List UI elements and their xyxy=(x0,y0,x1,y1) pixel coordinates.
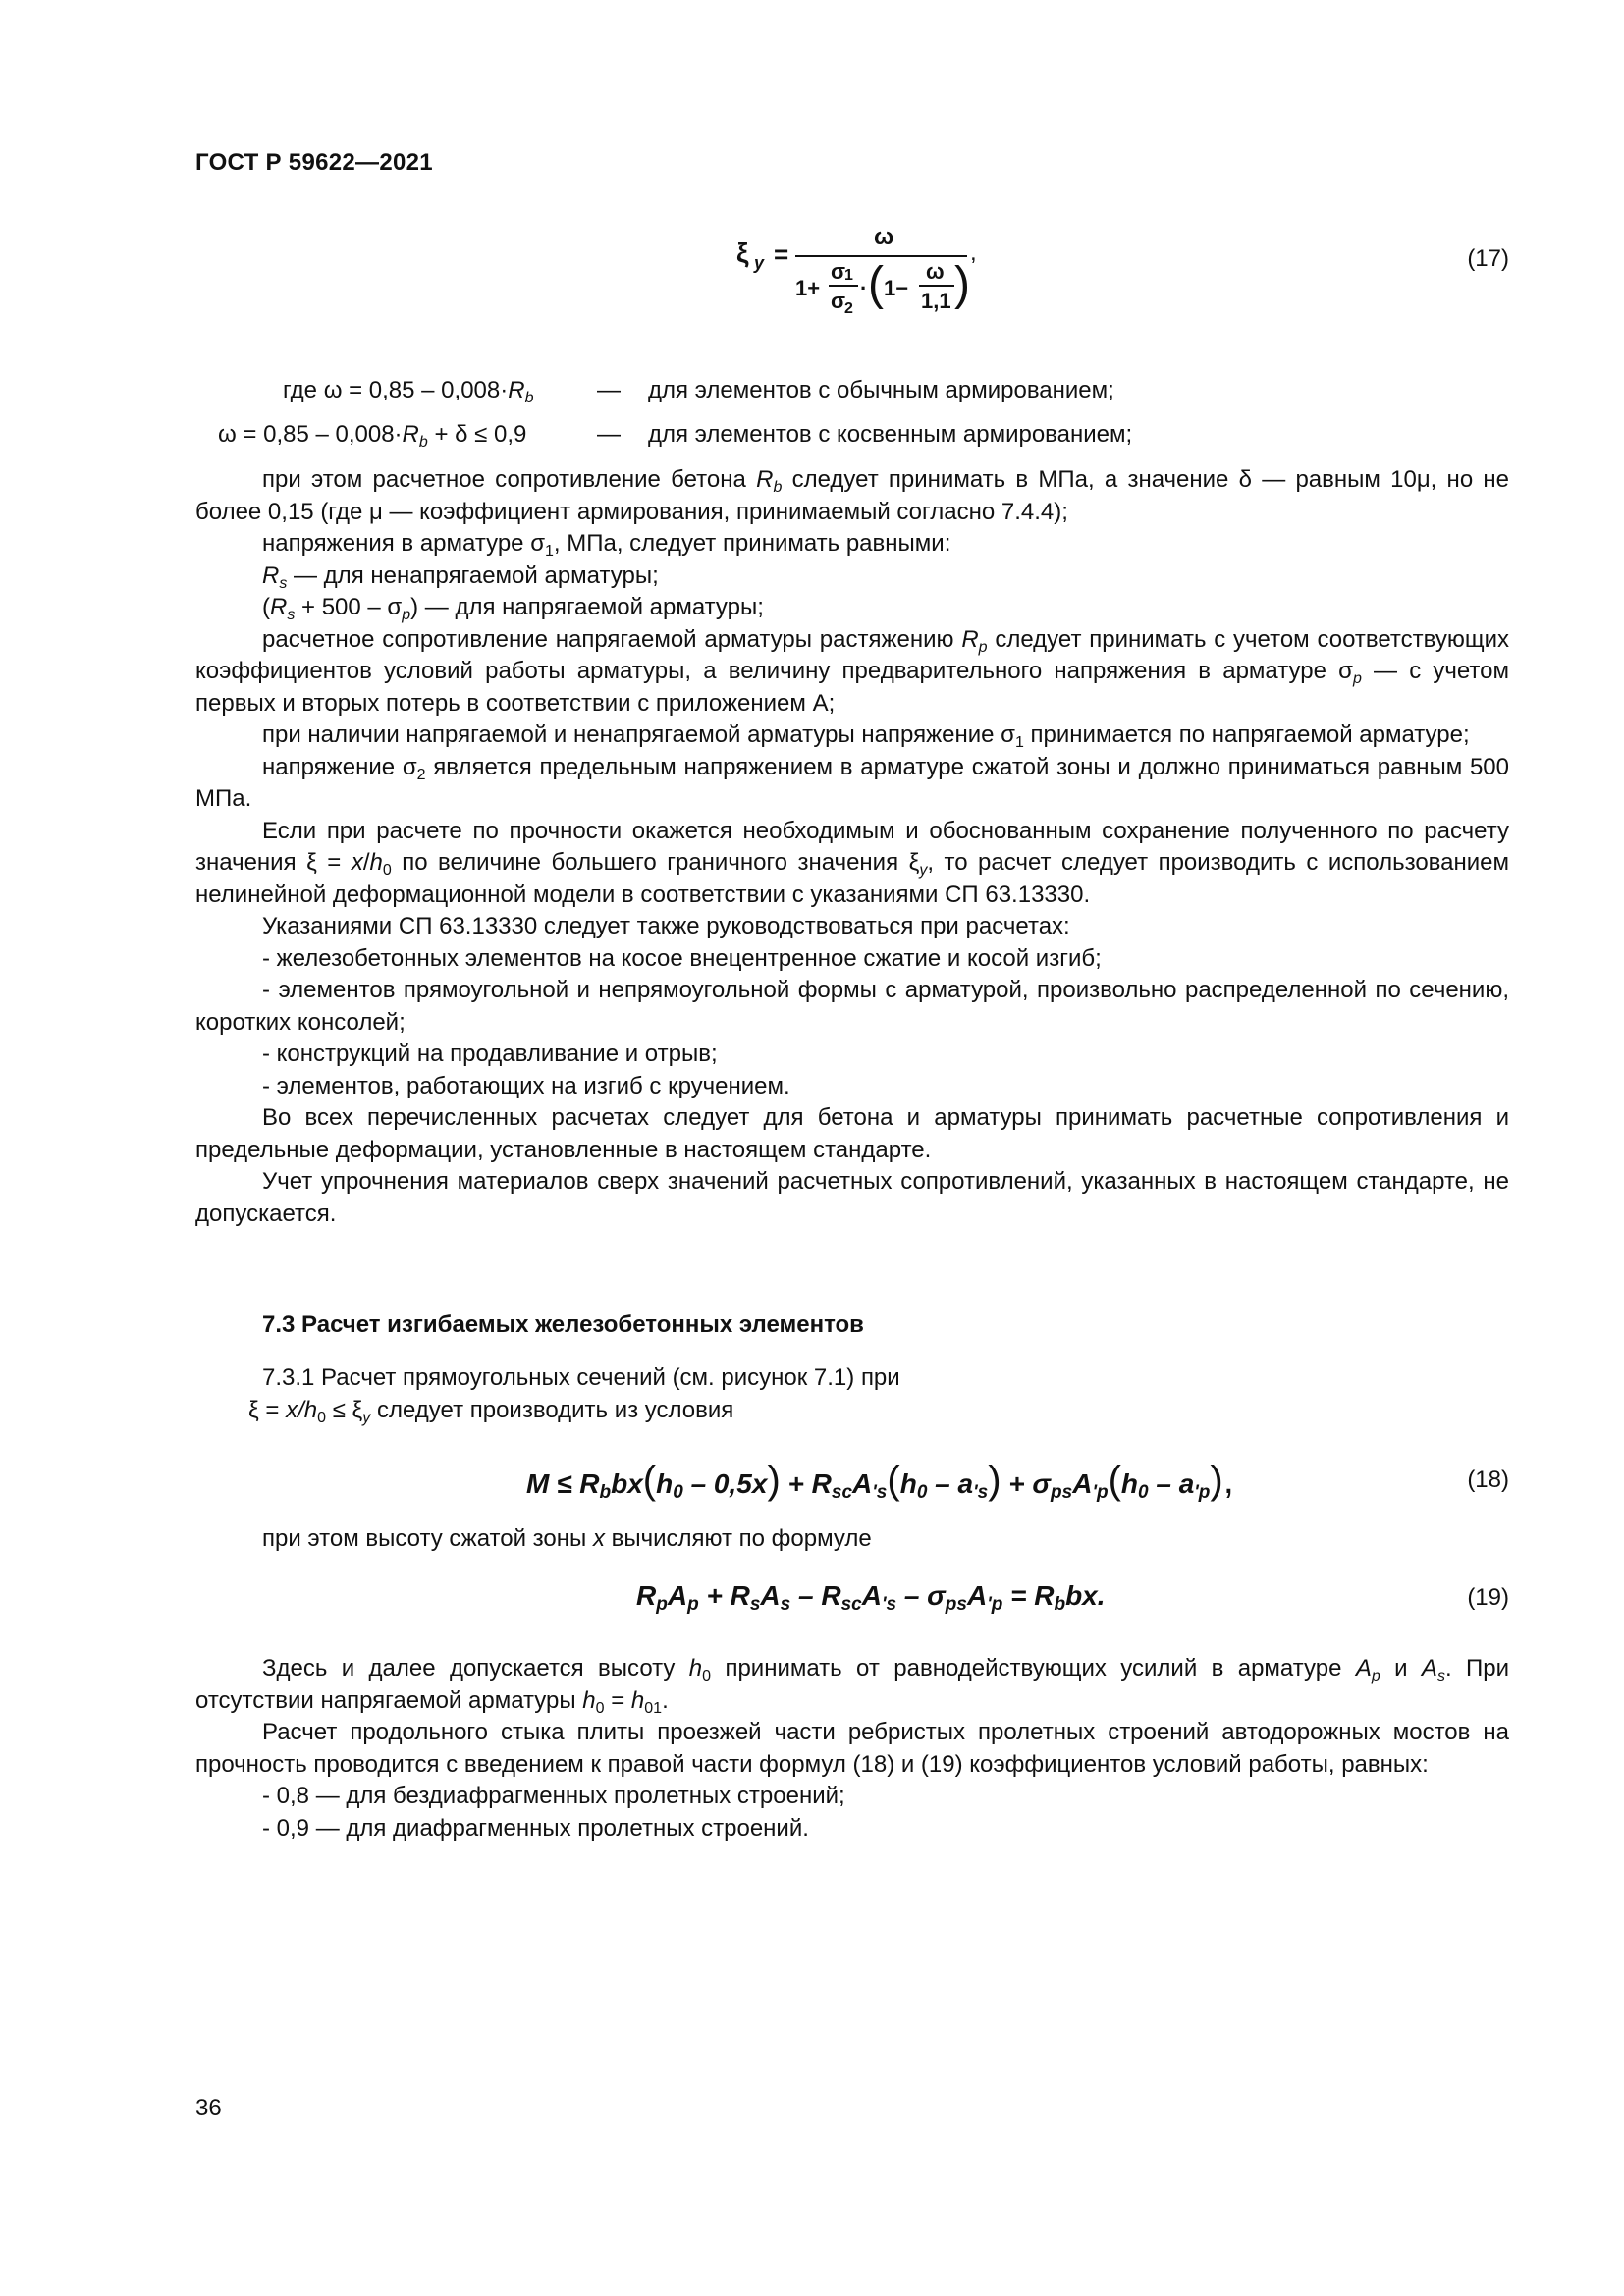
equation-number-19: (19) xyxy=(1467,1584,1509,1611)
equals-sign: = xyxy=(774,240,789,269)
tail-paragraph-4: - 0,9 — для диафрагменных пролетных строений. xyxy=(262,1814,809,1842)
formula-18: $M \le R_bbx(h_0 - 0,5x) + R_{sc}A_{'s}(h_0 - a_{'s}) + \sigma_{ps}A_{'p}(h_0 - a_{'p})$, xyxy=(526,1459,1234,1503)
numerator-omega: ω xyxy=(874,224,894,250)
where-row-2-dash: — xyxy=(597,421,621,448)
xi-subscript: y xyxy=(754,253,765,273)
paragraph-12: - конструкций на продавливание и отрыв; xyxy=(262,1041,718,1067)
where-row-2-text: для элементов с косвенным армированием; xyxy=(648,421,1133,448)
rb-sub-2: b xyxy=(418,434,428,451)
one-minus: 1− xyxy=(884,276,909,300)
inner-fraction-bar xyxy=(829,285,858,287)
paragraph-13: - элементов, работающих на изгиб с кручением. xyxy=(262,1072,790,1099)
paragraph-10: - железобетонных элементов на косое внецентренное сжатие и косой изгиб; xyxy=(262,944,1102,972)
formula-17 xyxy=(736,224,977,332)
sigma-1-sub: 1 xyxy=(844,267,853,284)
section-731-intro xyxy=(195,1362,1509,1426)
body-text xyxy=(195,464,1509,1230)
equation-number-17: (17) xyxy=(1467,245,1509,272)
where-row-2-left: ω = 0,85 – 0,008· xyxy=(218,421,403,448)
paragraph-6: при наличии напрягаемой и ненапрягаемой арматуры напряжение $\sigma_1$ принимается по напрягаемой арматуре; xyxy=(262,721,1470,751)
where-row-1-left: где ω = 0,85 – 0,008· xyxy=(283,377,509,403)
tail-text xyxy=(195,1653,1509,1844)
page-number: 36 xyxy=(195,2095,222,2121)
sigma-1: σ xyxy=(831,259,846,284)
document-header: ГОСТ Р 59622—2021 xyxy=(195,149,433,176)
xi-symbol: ξ xyxy=(736,238,749,268)
rb-symbol-2: R xyxy=(402,421,419,448)
section-title: 7.3 Расчет изгибаемых железобетонных элементов xyxy=(262,1311,864,1338)
denominator-11: 1,1 xyxy=(921,289,951,313)
sigma-2-sub: 2 xyxy=(844,300,853,317)
tail-paragraph-1: Здесь и далее допускается высоту $h_0$ принимать от равнодействующих усилий в арматуре $A_p$ и $A_s$. При отсутствии напрягаемой арматуры $h_0 = h_{01}$. xyxy=(195,1655,1509,1717)
equation-number-18: (18) xyxy=(1467,1467,1509,1493)
formula-19: $R_pA_p + R_sA_s - R_{sc}A_{'s} - \sigma_{ps}A_{'p} = R_bbx$. xyxy=(636,1580,1106,1615)
paragraph-11: - элементов прямоугольной и непрямоугольной формы с арматурой, произвольно распределенной по сечению, коротких консолей; xyxy=(195,977,1509,1036)
rb-symbol: R xyxy=(508,377,525,403)
paragraph-14: Во всех перечисленных расчетах следует для бетона и арматуры принимать расчетные сопротивления и предельные деформации, установленные в настоящем стандарте. xyxy=(195,1104,1509,1163)
inner-fraction-bar-2 xyxy=(919,285,954,287)
paragraph-7: напряжение $\sigma_2$ является предельным напряжением в арматуре сжатой зоны и должно приниматься равным 500 МПа. xyxy=(195,753,1509,812)
paragraph-2: напряжения в арматуре $\sigma_1$, МПа, следует принимать равными: xyxy=(262,530,951,560)
tail-paragraph-3: - 0,8 — для бездиафрагменных пролетных строений; xyxy=(262,1783,845,1809)
paren-close: ) xyxy=(954,258,970,310)
s731-line-2: $\xi = x/h_0 \le \xi_y$ следует производить из условия xyxy=(248,1396,734,1426)
paragraph-5: расчетное сопротивление напрягаемой арматуры растяжению $R_p$ следует принимать с учетом соответствующих коэффициентов условий работы арматуры, а величину предварительного напряжения в арматуре $\sigma_p$ — с учетом первых и вторых потерь в соответствии с приложением А; xyxy=(195,625,1510,717)
where-row-1 xyxy=(283,377,533,404)
where-row-1-dash: — xyxy=(597,377,621,403)
where-row-2 xyxy=(218,421,526,449)
omega-inner: ω xyxy=(926,259,945,284)
where-row-2-tail: + δ ≤ 0,9 xyxy=(427,421,527,448)
where-row-1-text: для элементов с обычным армированием; xyxy=(648,377,1114,403)
mid-text-line: при этом высоту сжатой зоны x вычисляют по формуле xyxy=(262,1525,872,1552)
paragraph-3: $R_s$ — для ненапрягаемой арматуры; xyxy=(262,561,659,592)
paragraph-15: Учет упрочнения материалов сверх значений расчетных сопротивлений, указанных в настоящем стандарте, не допускается. xyxy=(195,1168,1509,1227)
rb-sub: b xyxy=(524,390,534,406)
paragraph-8: Если при расчете по прочности окажется необходимым и обоснованным сохранение полученного по расчету значения $\xi = x/h_0$ по величине большего граничного значения $\xi_y$, то расчет следует производить с использованием нелинейной деформационной модели в соответствии с указаниями СП 63.13330. xyxy=(195,817,1509,908)
s731-line-1: 7.3.1 Расчет прямоугольных сечений (см. рисунок 7.1) при xyxy=(262,1364,900,1391)
paragraph-1: при этом расчетное сопротивление бетона $R_b$ следует принимать в МПа, а значение δ — равным 10μ, но не более 0,15 (где μ — коэффициент армирования, принимаемый согласно 7.4.4); xyxy=(195,466,1509,525)
comma: , xyxy=(970,240,977,266)
sigma-2: σ xyxy=(831,289,846,313)
mid-text xyxy=(195,1523,1509,1556)
dot: · xyxy=(860,276,868,300)
paragraph-4: $(R_s + 500 - \sigma_p)$ — для напрягаемой арматуры; xyxy=(262,594,764,623)
paren-open: ( xyxy=(868,258,884,310)
tail-paragraph-2: Расчет продольного стыка плиты проезжей части ребристых пролетных строений автодорожных мостов на прочность проводится с введением к правой части формул (18) и (19) коэффициентов условий работы, равных: xyxy=(195,1719,1509,1778)
paragraph-9: Указаниями СП 63.13330 следует также руководствоваться при расчетах: xyxy=(262,913,1070,939)
one-plus: 1+ xyxy=(795,276,821,300)
